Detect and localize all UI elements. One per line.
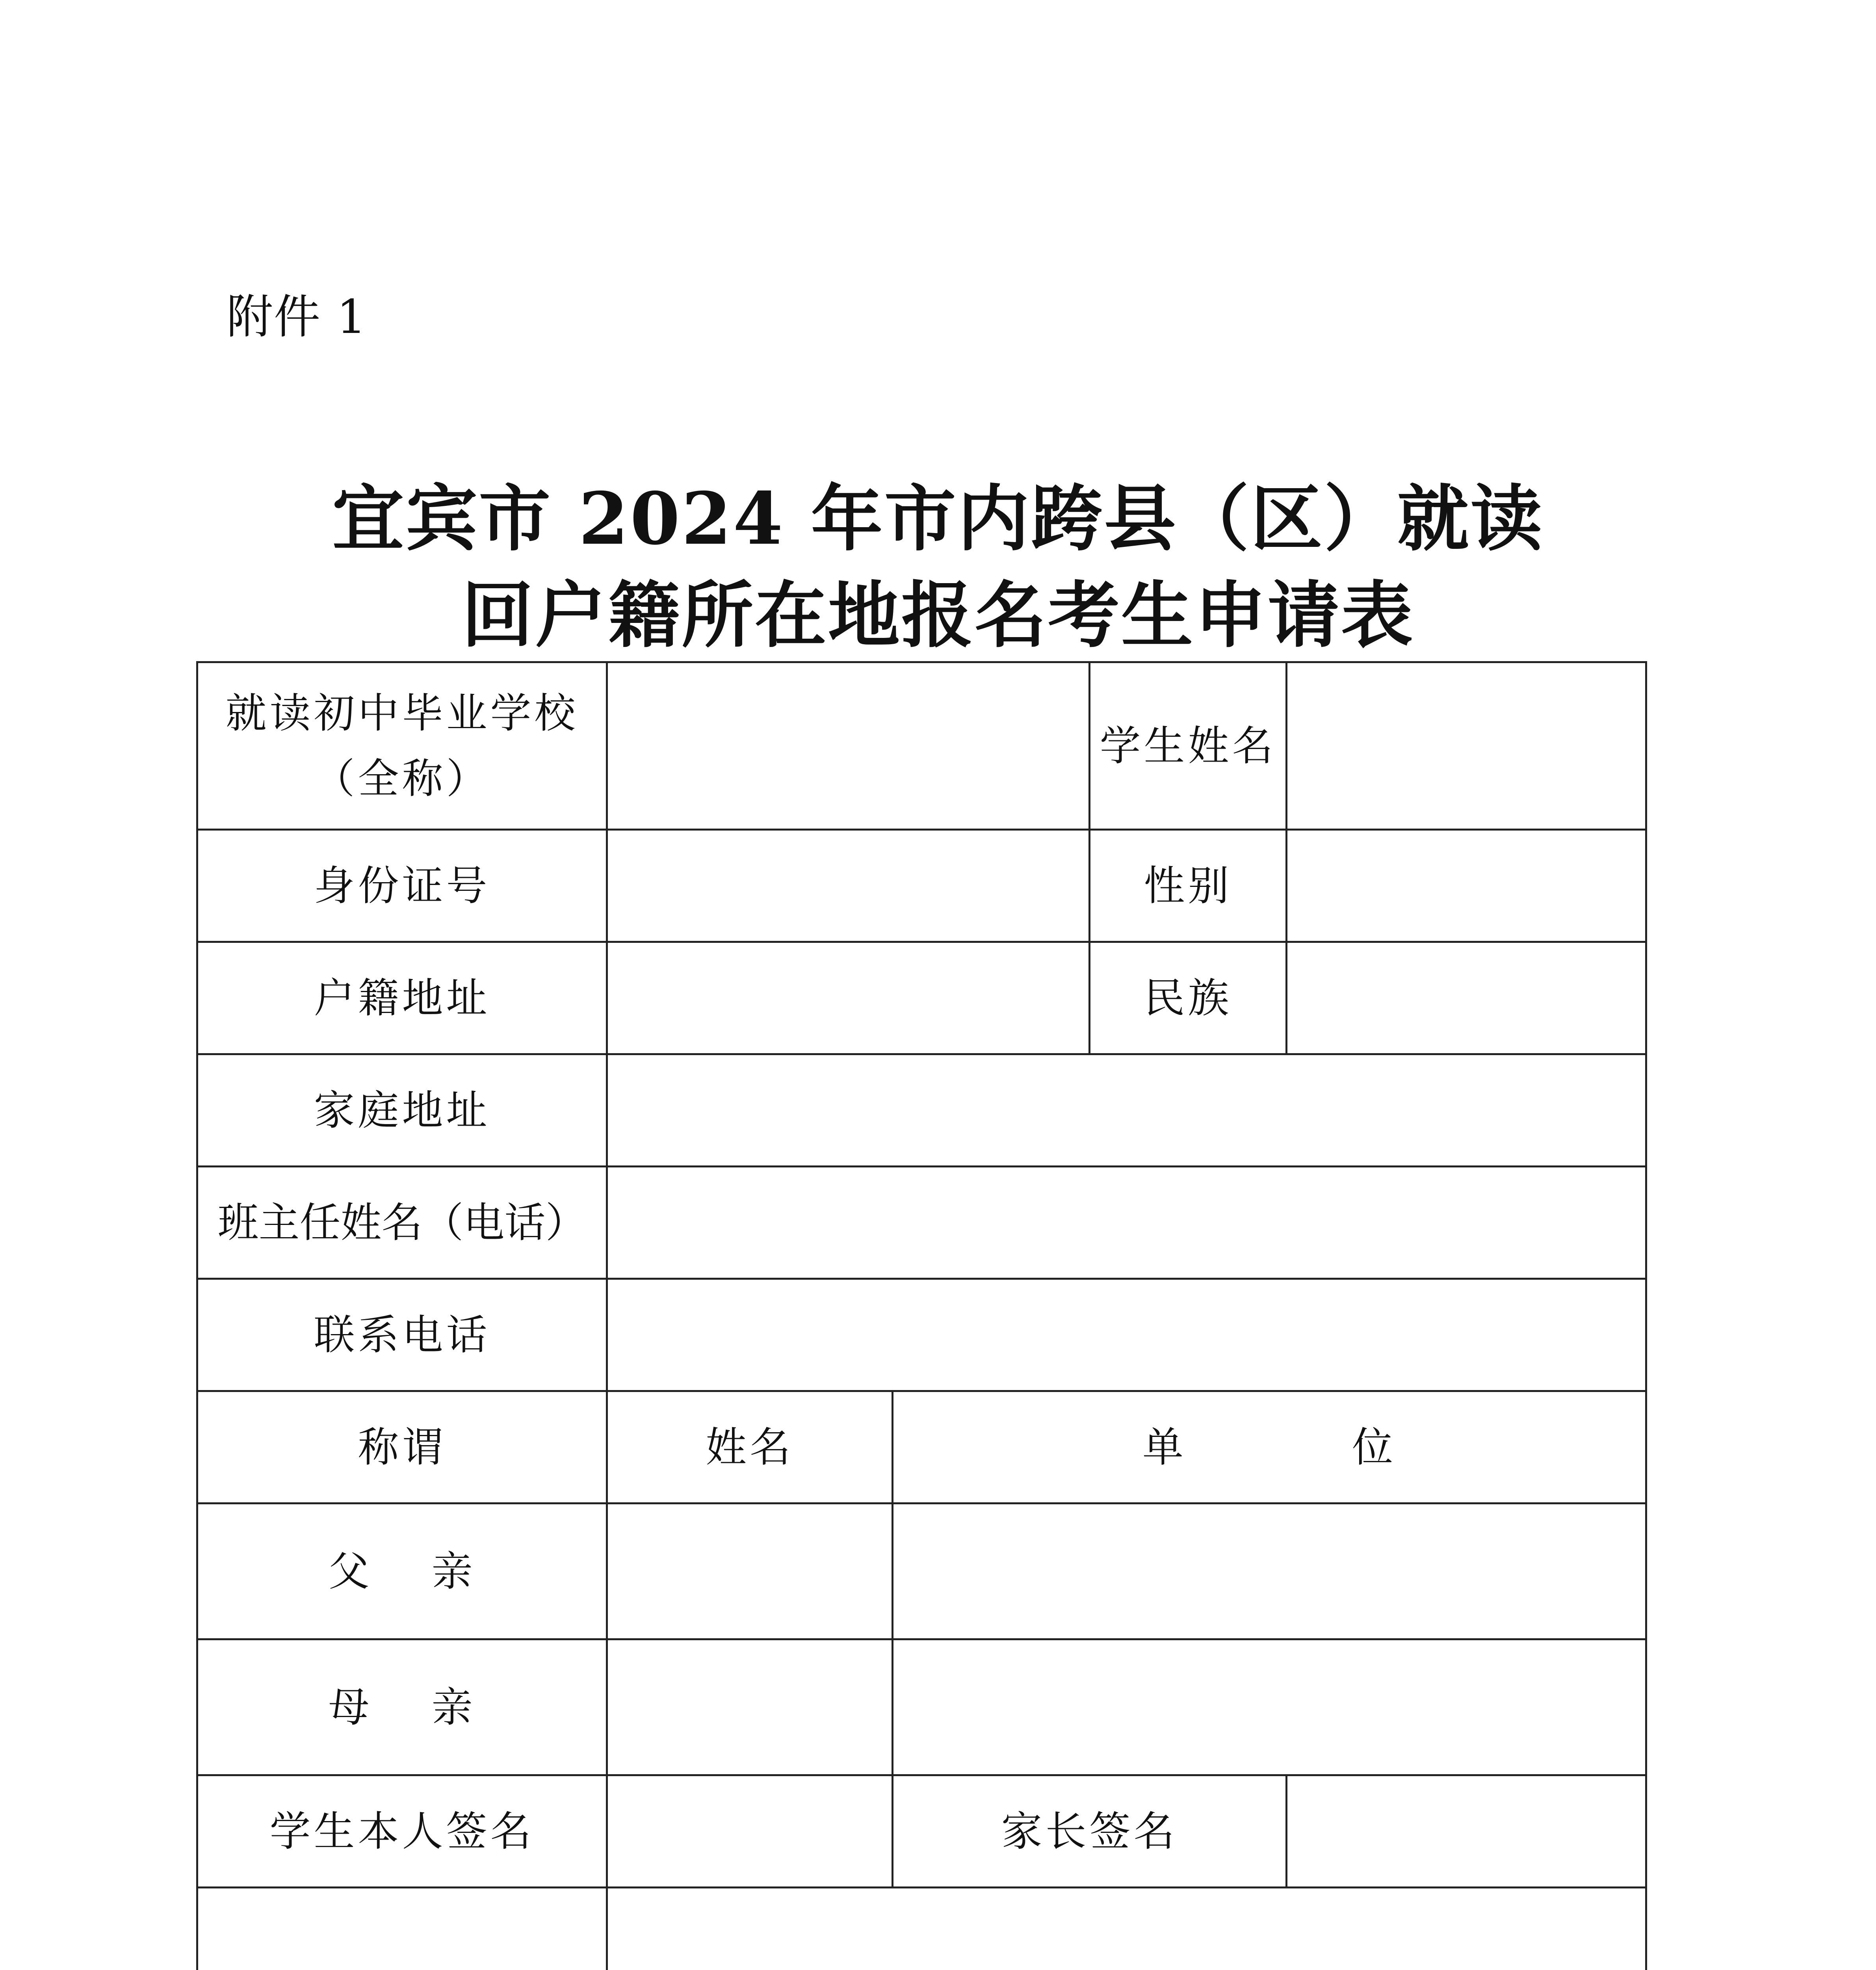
school-opinion-input-cell[interactable]	[607, 1888, 1646, 1970]
form-row-signatures	[197, 1775, 1646, 1888]
head-teacher-label: 班主任姓名（电话）	[197, 1167, 607, 1279]
name-header: 姓名	[607, 1391, 893, 1504]
parent-signature-input-cell[interactable]	[1287, 1775, 1646, 1888]
workplace-header-char-2: 位	[1352, 1423, 1397, 1471]
head-teacher-input-cell[interactable]	[607, 1167, 1646, 1279]
form-row-home-address	[197, 1054, 1646, 1167]
household-address-label: 户籍地址	[197, 942, 607, 1054]
father-label-char-1: 父	[328, 1547, 373, 1595]
mother-name-input-cell[interactable]	[607, 1639, 893, 1775]
form-row-contact-phone	[197, 1279, 1646, 1391]
student-signature-input-cell[interactable]	[607, 1775, 893, 1888]
gender-input-cell[interactable]	[1287, 830, 1646, 942]
ethnicity-input-cell[interactable]	[1287, 942, 1646, 1054]
form-row-head-teacher	[197, 1167, 1646, 1279]
form-row-mother	[197, 1639, 1646, 1775]
ethnicity-label: 民族	[1090, 942, 1287, 1054]
student-signature-label: 学生本人签名	[197, 1775, 607, 1888]
school-input-cell[interactable]	[607, 662, 1090, 830]
school-label-cell	[197, 662, 607, 830]
form-row-id	[197, 830, 1646, 942]
gender-label: 性别	[1090, 830, 1287, 942]
school-label: 就读初中毕业学校	[225, 689, 579, 737]
father-label-char-2: 亲	[431, 1547, 476, 1595]
form-title-line-1: 宜宾市 2024 年市内跨县（区）就读	[332, 476, 1544, 561]
contact-phone-input-cell[interactable]	[607, 1279, 1646, 1391]
mother-workplace-input-cell[interactable]	[893, 1639, 1646, 1775]
form-row-school	[197, 662, 1646, 830]
contact-phone-label: 联系电话	[197, 1279, 607, 1391]
parent-signature-label: 家长签名	[893, 1775, 1287, 1888]
student-name-input-cell[interactable]	[1287, 662, 1646, 830]
workplace-header-char-1: 单	[1142, 1423, 1187, 1471]
home-address-label: 家庭地址	[197, 1054, 607, 1167]
id-number-input-cell[interactable]	[607, 830, 1090, 942]
school-opinion-label	[197, 1888, 607, 1970]
form-row-family-header	[197, 1391, 1646, 1504]
father-workplace-input-cell[interactable]	[893, 1504, 1646, 1639]
form-row-household	[197, 942, 1646, 1054]
home-address-input-cell[interactable]	[607, 1054, 1646, 1167]
household-address-input-cell[interactable]	[607, 942, 1090, 1054]
form-row-father	[197, 1504, 1646, 1639]
application-form-table	[196, 661, 1647, 1970]
mother-label-char-1: 母	[328, 1683, 373, 1731]
workplace-header	[893, 1391, 1646, 1504]
school-label-fullname-note: （全称）	[314, 755, 490, 803]
father-name-input-cell[interactable]	[607, 1504, 893, 1639]
form-title-line-2: 回户籍所在地报名考生申请表	[462, 573, 1414, 657]
student-name-label: 学生姓名	[1090, 662, 1287, 830]
id-number-label: 身份证号	[197, 830, 607, 942]
mother-label	[197, 1639, 607, 1775]
mother-label-char-2: 亲	[431, 1683, 476, 1731]
relation-header: 称谓	[197, 1391, 607, 1504]
father-label	[197, 1504, 607, 1639]
form-row-school-opinion	[197, 1888, 1646, 1970]
attachment-label: 附件 1	[227, 290, 367, 344]
